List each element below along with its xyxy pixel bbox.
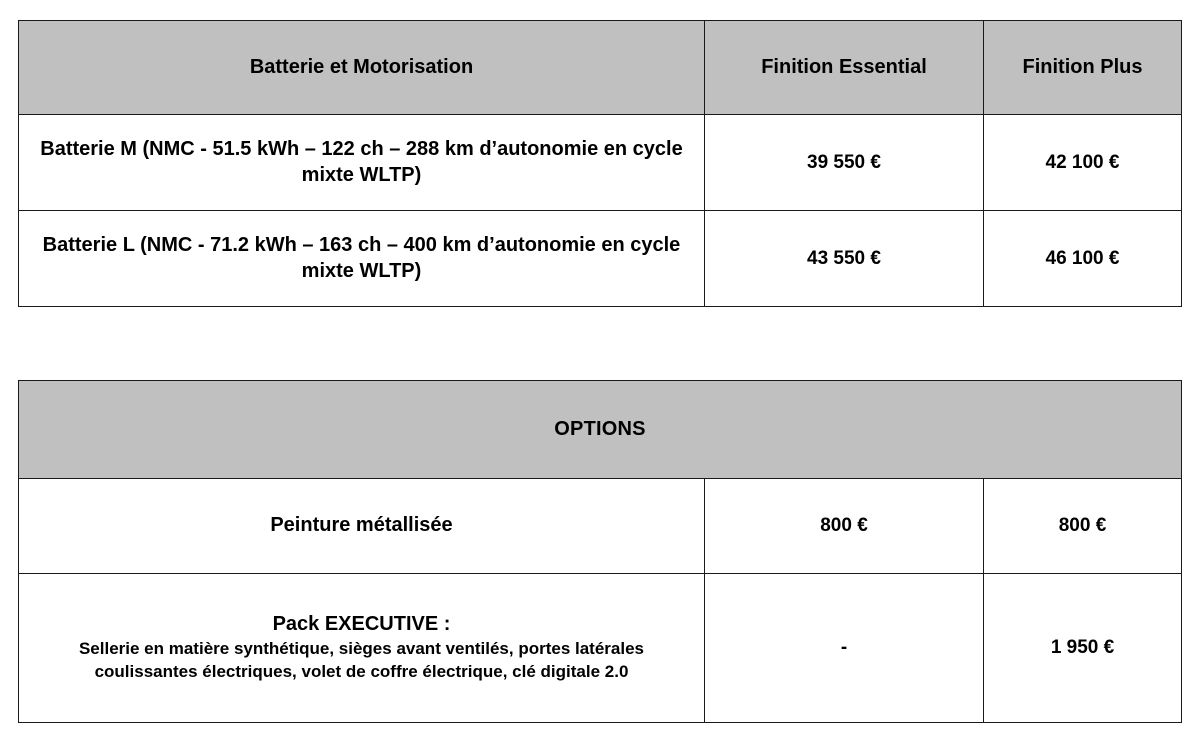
pack-executive-description: Sellerie en matière synthétique, sièges avant ventilés, portes latérales coulissantes électriques, volet de coffre électrique, clé digitale 2.0 [78, 639, 645, 681]
column-header-finition-plus: Finition Plus [984, 21, 1182, 115]
battery-l-price-essential: 43 550 € [705, 211, 984, 307]
column-header-finition-essential: Finition Essential [705, 21, 984, 115]
column-header-description: Batterie et Motorisation [19, 21, 705, 115]
table-row [19, 574, 1182, 723]
options-pricing-table [18, 380, 1182, 723]
table-header-row [19, 21, 1182, 115]
battery-l-price-plus: 46 100 € [984, 211, 1182, 307]
battery-pricing-table [18, 20, 1182, 307]
battery-m-price-essential: 39 550 € [705, 115, 984, 211]
table-row [19, 115, 1182, 211]
options-section-header-row [19, 381, 1182, 479]
metallic-paint-price-essential: 800 € [705, 479, 984, 574]
pack-executive-title: Pack EXECUTIVE : [272, 613, 451, 636]
pack-executive-price-plus: 1 950 € [984, 574, 1182, 723]
battery-m-price-plus: 42 100 € [984, 115, 1182, 211]
metallic-paint-description: Peinture métallisée [19, 479, 705, 574]
table-row [19, 211, 1182, 307]
battery-l-description: Batterie L (NMC - 71.2 kWh – 163 ch – 400 km d’autonomie en cycle mixte WLTP) [19, 211, 705, 307]
pack-executive-cell [19, 574, 705, 723]
table-row [19, 479, 1182, 574]
options-section-title: OPTIONS [19, 381, 1182, 479]
pack-executive-price-essential: - [705, 574, 984, 723]
metallic-paint-price-plus: 800 € [984, 479, 1182, 574]
battery-m-description: Batterie M (NMC - 51.5 kWh – 122 ch – 288 km d’autonomie en cycle mixte WLTP) [19, 115, 705, 211]
